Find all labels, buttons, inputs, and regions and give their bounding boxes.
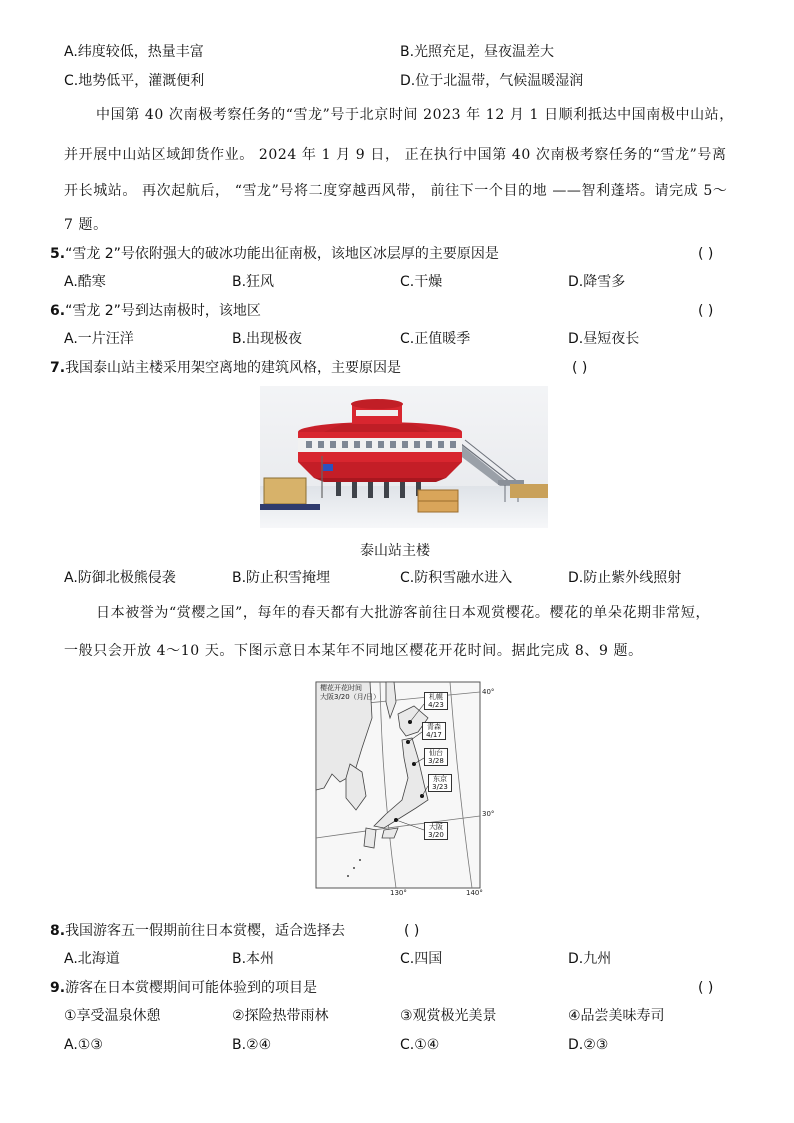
question-stem	[50, 359, 401, 377]
city-name: 大阪	[429, 823, 443, 831]
option-d: D.位于北温带，气候温暖湿润	[400, 73, 584, 89]
option-b: B.②④	[232, 1037, 272, 1053]
city-label-sapporo	[424, 692, 448, 710]
statement-item: ④品尝美味寿司	[568, 1008, 665, 1024]
city-label-tokyo	[428, 774, 452, 792]
option-c: C.正值暖季	[400, 331, 471, 347]
option-d: D.昼短夜长	[568, 331, 640, 347]
city-label-osaka	[424, 822, 448, 840]
option-b: B.防止积雪掩埋	[232, 570, 331, 586]
city-name: 东京	[433, 775, 447, 783]
option-b: B.狂风	[232, 274, 275, 290]
map-figure	[310, 678, 500, 900]
question-number: 6.	[50, 303, 66, 319]
option-a: A.纬度较低，热量丰富	[64, 44, 204, 60]
question-number: 5.	[50, 246, 66, 262]
question-text: “雪龙 2”号到达南极时，该地区	[65, 303, 261, 319]
option-c: C.地势低平，灌溉便利	[64, 73, 205, 89]
option-c: C.防积雪融水进入	[400, 570, 513, 586]
statement-item: ①享受温泉休憩	[64, 1008, 161, 1024]
bloom-date: 3/23	[432, 783, 448, 791]
option-d: D.降雪多	[568, 274, 626, 290]
option-c: C.四国	[400, 951, 443, 967]
question-text: “雪龙 2”号依附强大的破冰功能出征南极，该地区冰层厚的主要原因是	[65, 246, 499, 262]
longitude-label-140: 140°	[466, 889, 483, 897]
option-d: D.②③	[568, 1037, 609, 1053]
map-legend-title: 樱花开花时间	[320, 684, 362, 692]
question-number: 8.	[50, 923, 66, 939]
option-a: A.酷寒	[64, 274, 106, 290]
question-text: 我国游客五一假期前往日本赏樱，适合选择去	[65, 923, 346, 939]
passage-line: 中国第 40 次南极考察任务的“雪龙”号于北京时间 2023 年 12 月 1 日顺利抵达中国南极中山站，	[96, 107, 734, 123]
photo-caption: 泰山站主楼	[360, 543, 430, 559]
city-name: 仙台	[429, 749, 443, 757]
statement-item: ②探险热带雨林	[232, 1008, 329, 1024]
option-b: B.光照充足，昼夜温差大	[400, 44, 555, 60]
passage-line: 日本被誉为“赏樱之国”，每年的春天都有大批游客前往日本观赏樱花。樱花的单朵花期非常短，	[96, 605, 711, 621]
answer-bracket: ( )	[698, 246, 714, 262]
option-b: B.本州	[232, 951, 275, 967]
answer-bracket: ( )	[572, 360, 588, 376]
longitude-label-130: 130°	[390, 889, 407, 897]
latitude-label-40: 40°	[482, 688, 495, 696]
answer-bracket: ( )	[404, 923, 420, 939]
bloom-date: 4/23	[428, 701, 444, 709]
bloom-date: 3/28	[428, 757, 444, 765]
question-stem	[50, 302, 261, 320]
bloom-date: 4/17	[426, 731, 442, 739]
question-text: 游客在日本赏樱期间可能体验到的项目是	[65, 980, 318, 996]
passage-line: 并开展中山站区域卸货作业。 2024 年 1 月 9 日， 正在执行中国第 40 次南极考察任务的“雪龙”号离	[64, 147, 727, 163]
station-illustration	[260, 386, 548, 528]
option-a: A.北海道	[64, 951, 120, 967]
option-a: A.一片汪洋	[64, 331, 134, 347]
option-a: A.防御北极熊侵袭	[64, 570, 176, 586]
question-text: 我国泰山站主楼采用架空离地的建筑风格，主要原因是	[65, 360, 402, 376]
question-number: 9.	[50, 980, 66, 996]
latitude-label-30: 30°	[482, 810, 495, 818]
answer-bracket: ( )	[698, 980, 714, 996]
taishan-station-photo	[260, 386, 548, 528]
city-label-sendai	[424, 748, 448, 766]
option-a: A.①③	[64, 1037, 103, 1053]
option-b: B.出现极夜	[232, 331, 303, 347]
option-c: C.①④	[400, 1037, 440, 1053]
option-d: D.九州	[568, 951, 612, 967]
city-name: 札幌	[429, 693, 443, 701]
map-legend-example: 大阪3/20（月/日）	[320, 693, 381, 701]
japan-blossom-map	[310, 678, 500, 900]
city-name: 青森	[427, 723, 441, 731]
option-c: C.干燥	[400, 274, 443, 290]
question-stem	[50, 922, 345, 940]
question-stem	[50, 979, 317, 997]
passage-line: 一般只会开放 4～10 天。下图示意日本某年不同地区樱花开花时间。据此完成 8、9 题。	[64, 643, 643, 659]
statement-item: ③观赏极光美景	[400, 1008, 497, 1024]
question-number: 7.	[50, 360, 66, 376]
bloom-date: 3/20	[428, 831, 444, 839]
answer-bracket: ( )	[698, 303, 714, 319]
passage-line: 开长城站。 再次起航后， “雪龙”号将二度穿越西风带， 前往下一个目的地 ——智利蓬塔。请完成 5～	[64, 183, 728, 199]
question-stem	[50, 245, 499, 263]
passage-line: 7 题。	[64, 217, 108, 233]
city-label-aomori	[422, 722, 446, 740]
option-d: D.防止紫外线照射	[568, 570, 682, 586]
